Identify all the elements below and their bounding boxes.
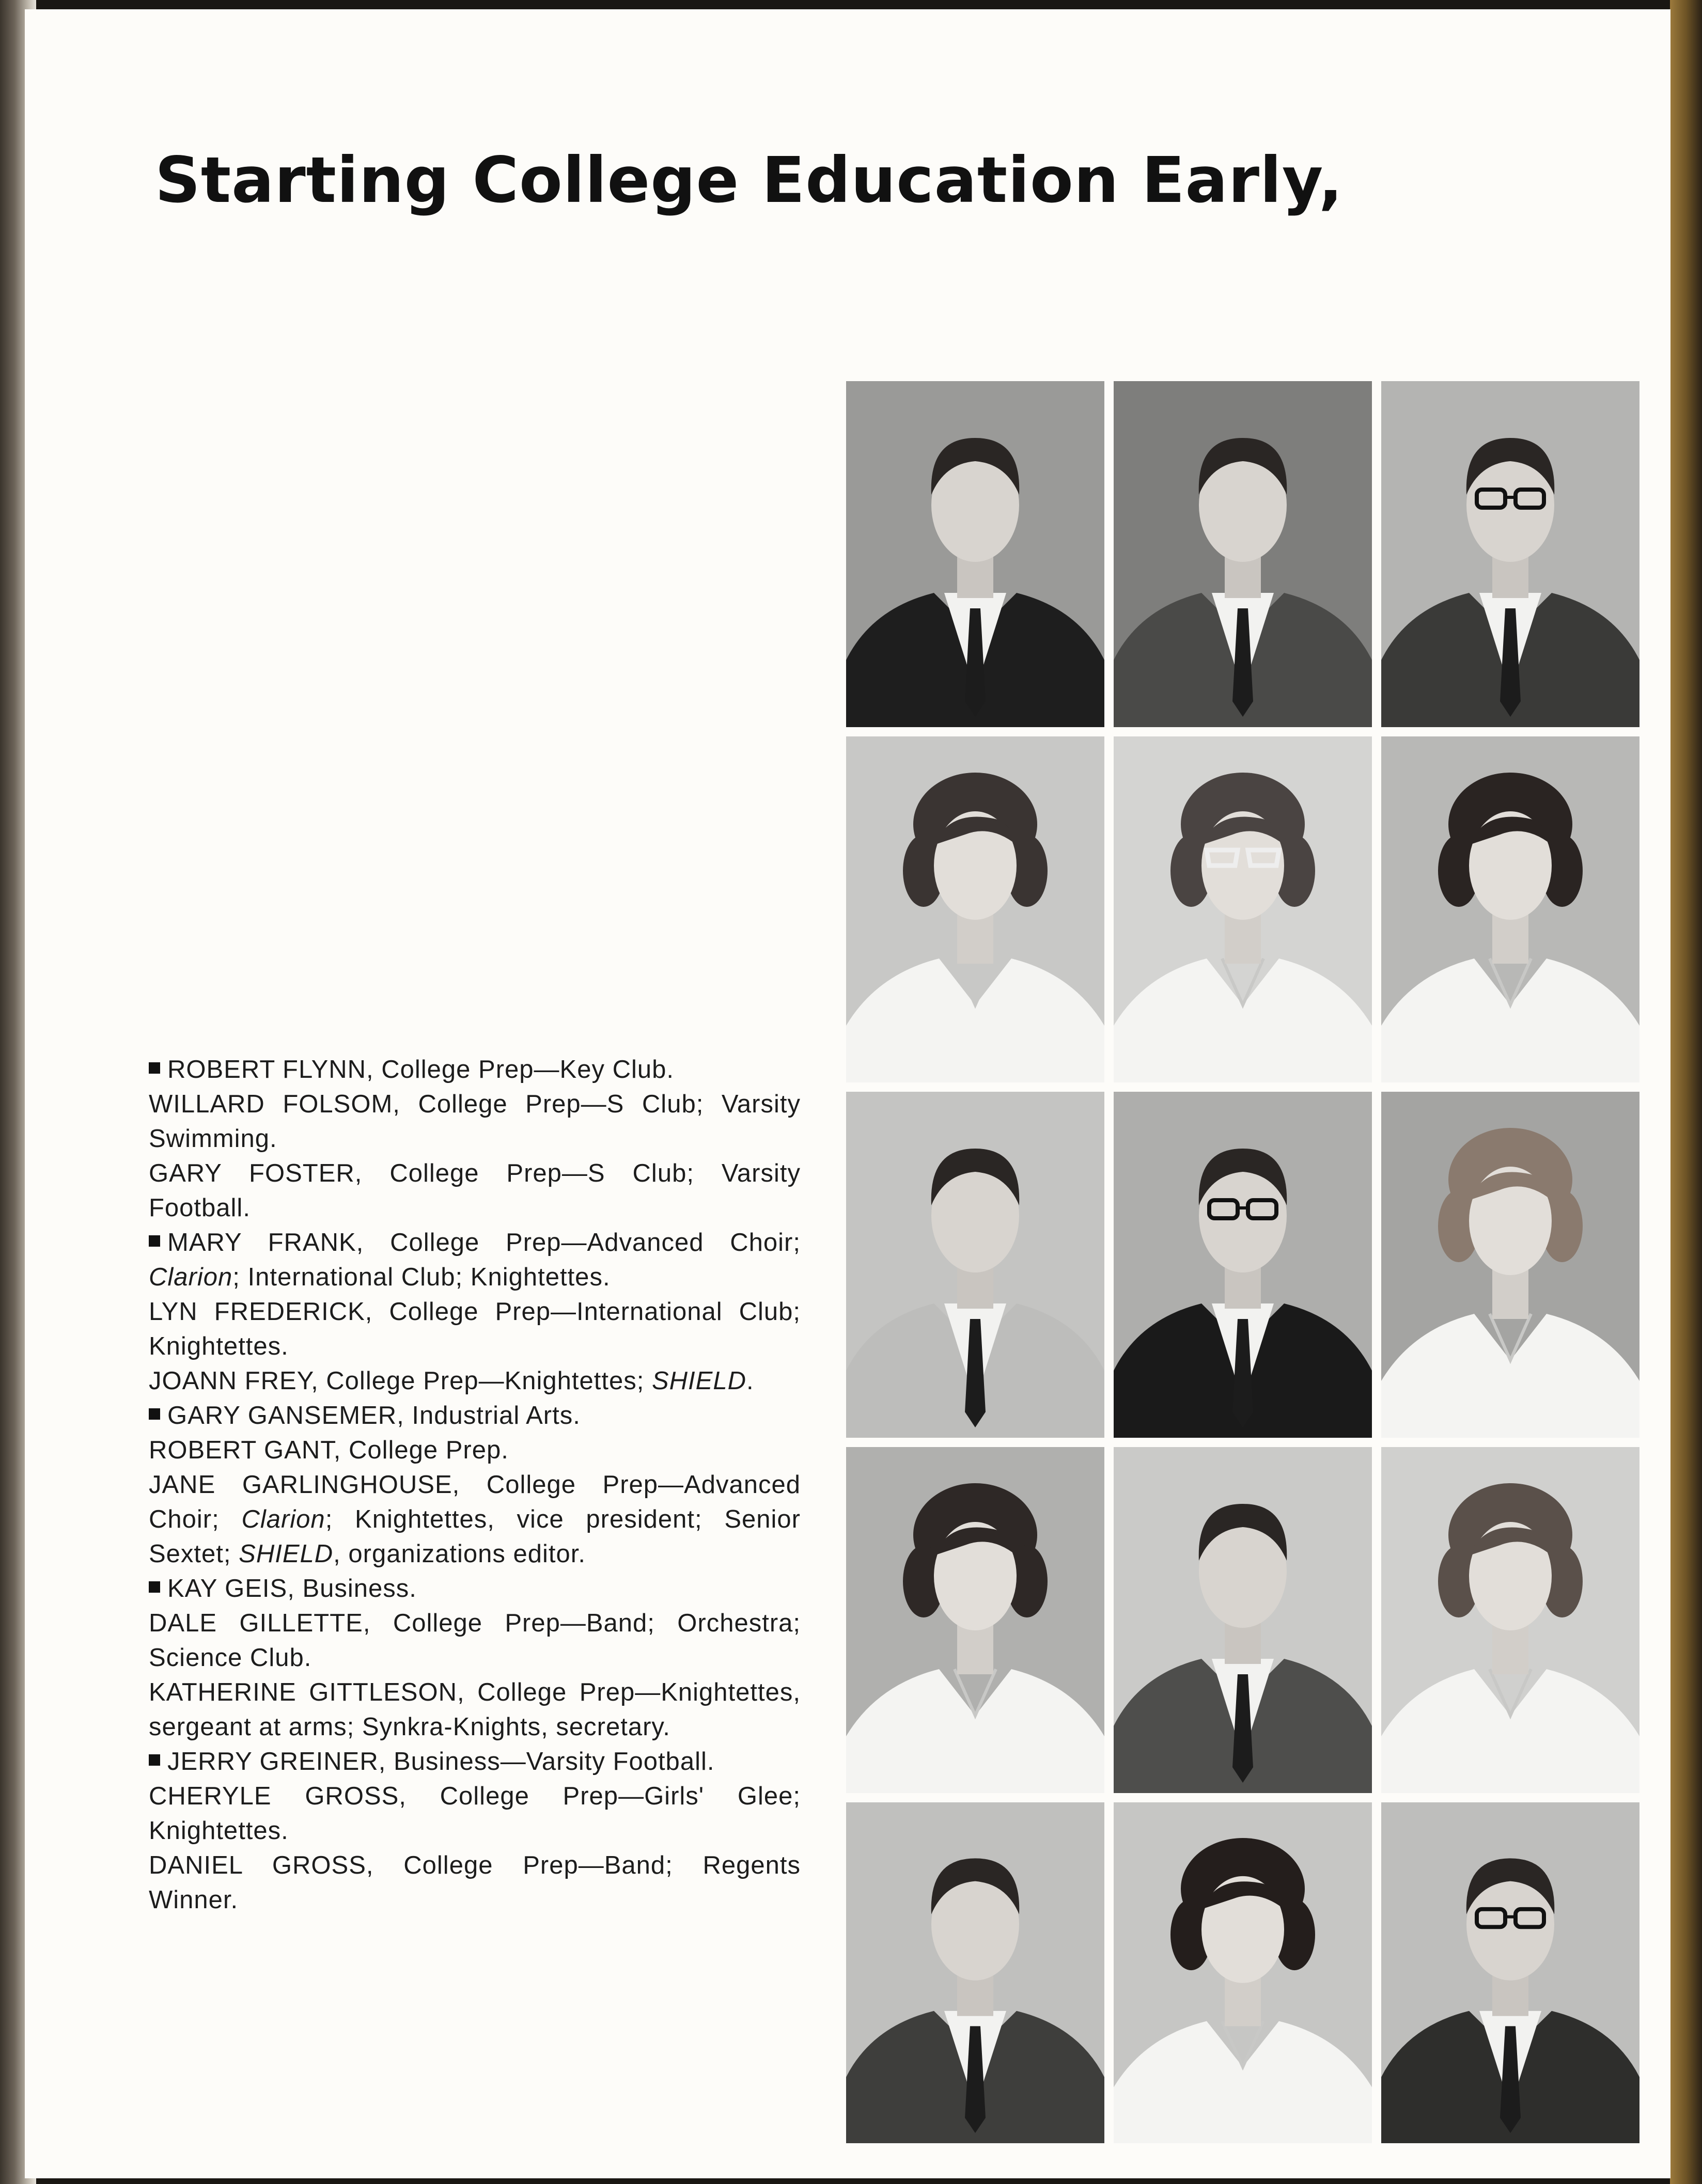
- student-portrait: [1381, 1092, 1639, 1438]
- book-edge: [1670, 0, 1702, 2184]
- caption-entry: WILLARD FOLSOM, College Prep—S Club; Varsity Swimming.: [149, 1090, 801, 1153]
- bullet-marker: [149, 1235, 160, 1247]
- caption-entry: JERRY GREINER, Business—Varsity Football.: [149, 1745, 801, 1779]
- caption-entry: MARY FRANK, College Prep—Advanced Choir; Clarion; International Club; Knightettes.: [149, 1229, 801, 1291]
- student-portrait: [1381, 1802, 1639, 2143]
- student-portrait: [1114, 1447, 1372, 1793]
- caption-entry: JANE GARLINGHOUSE, College Prep—Advanced Choir; Clarion; Knightettes, vice president; Senior Sextet; SHIELD, organizations editor.: [149, 1471, 801, 1568]
- bullet-marker: [149, 1408, 160, 1420]
- caption-entry: CHERYLE GROSS, College Prep—Girls' Glee; Knightettes.: [149, 1782, 801, 1845]
- student-portrait: [1381, 1447, 1639, 1793]
- student-portrait: [846, 381, 1104, 727]
- yearbook-page: [25, 9, 1670, 2178]
- caption-entry: JOANN FREY, College Prep—Knightettes; SHIELD.: [149, 1367, 754, 1395]
- bullet-marker: [149, 1754, 160, 1766]
- student-portrait: [1381, 381, 1639, 727]
- student-portrait: [846, 736, 1104, 1082]
- caption-entry: ROBERT GANT, College Prep.: [149, 1436, 509, 1464]
- page-title: Starting College Education Early,: [155, 144, 1344, 217]
- student-portrait: [846, 1447, 1104, 1793]
- student-portrait: [1114, 1092, 1372, 1438]
- student-portrait: [846, 1802, 1104, 2143]
- student-portrait: [1114, 1802, 1372, 2143]
- caption-entry: LYN FREDERICK, College Prep—International Club; Knightettes.: [149, 1298, 801, 1360]
- portrait-grid: [846, 381, 1665, 2178]
- caption-entry: KAY GEIS, Business.: [149, 1572, 801, 1606]
- caption-entry: GARY FOSTER, College Prep—S Club; Varsity Football.: [149, 1159, 801, 1222]
- caption-entry: ROBERT FLYNN, College Prep—Key Club.: [149, 1052, 801, 1087]
- caption-entry: DALE GILLETTE, College Prep—Band; Orchestra; Science Club.: [149, 1609, 801, 1672]
- bullet-marker: [149, 1581, 160, 1593]
- caption-entry: DANIEL GROSS, College Prep—Band; Regents Winner.: [149, 1851, 801, 1914]
- student-portrait: [846, 1092, 1104, 1438]
- student-portrait: [1114, 381, 1372, 727]
- student-portrait: [1381, 736, 1639, 1082]
- caption-entry: KATHERINE GITTLESON, College Prep—Knightettes, sergeant at arms; Synkra-Knights, secretary.: [149, 1678, 801, 1741]
- caption-entry: GARY GANSEMER, Industrial Arts.: [149, 1399, 801, 1433]
- student-portrait: [1114, 736, 1372, 1082]
- bullet-marker: [149, 1062, 160, 1074]
- caption-list: [149, 1052, 801, 1918]
